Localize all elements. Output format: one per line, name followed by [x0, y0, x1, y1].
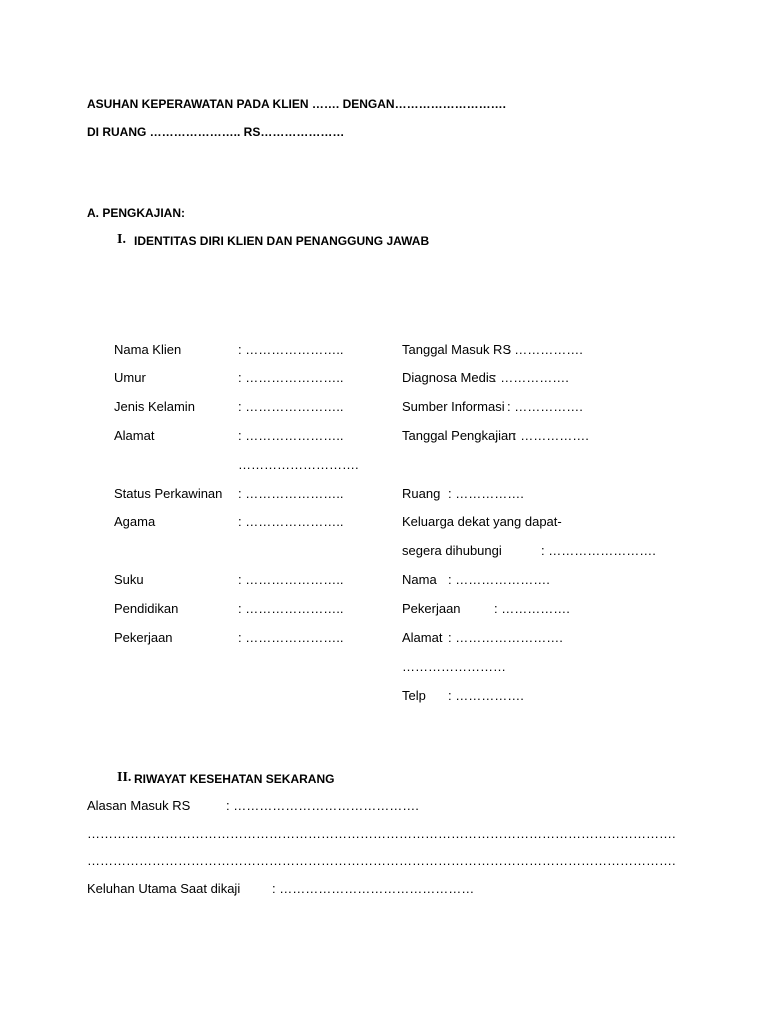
section-ii-numeral: II.	[117, 770, 132, 785]
section-ii-title: RIWAYAT KESEHATAN SEKARANG	[134, 772, 335, 786]
section-i-numeral: I.	[117, 232, 126, 247]
field-tanggal-masuk-label: Tanggal Masuk RS	[402, 342, 512, 357]
field-pendidikan-label: Pendidikan	[114, 601, 179, 616]
field-agama-value: : …………………..	[238, 514, 344, 529]
field-diagnosa-medis-label: Diagnosa Medis	[402, 370, 496, 385]
alasan-masuk-label: Alasan Masuk RS	[87, 798, 191, 813]
field-alamat-continuation: ……………………….	[238, 457, 359, 472]
alasan-masuk-value: : …………………………………….	[226, 798, 419, 813]
field-sumber-informasi-value: : …………….	[507, 399, 583, 414]
field-alamat-keluarga-continuation: ……………………	[402, 659, 506, 674]
alasan-dotline-1: ……………………………………………………………………………………………………………………….	[87, 826, 676, 841]
field-diagnosa-medis-value: : …………….	[493, 370, 569, 385]
field-tanggal-pengkajian-value: : …………….	[513, 428, 589, 443]
field-nama-keluarga-label: Nama	[402, 572, 437, 587]
header-ruang: DI RUANG ………………….. RS…………………	[87, 125, 345, 139]
field-telp-label: Telp	[402, 688, 426, 703]
field-jenis-kelamin-value: : …………………..	[238, 399, 344, 414]
field-nama-keluarga-value: : ………………….	[448, 572, 550, 587]
field-tanggal-masuk-value: : …………….	[507, 342, 583, 357]
field-segera-dihubungi-label: segera dihubungi	[402, 543, 502, 558]
keluhan-utama-label: Keluhan Utama Saat dikaji	[87, 881, 241, 896]
field-pendidikan-value: : …………………..	[238, 601, 344, 616]
field-status-perkawinan-label: Status Perkawinan	[114, 486, 223, 501]
field-agama-label: Agama	[114, 514, 156, 529]
field-alamat-keluarga-value: : …………………….	[448, 630, 563, 645]
field-telp-value: : …………….	[448, 688, 524, 703]
field-sumber-informasi-label: Sumber Informasi	[402, 399, 505, 414]
keluhan-utama-value: : ………………………………………	[272, 881, 475, 896]
field-pekerjaan-value: : …………………..	[238, 630, 344, 645]
field-pekerjaan-keluarga-value: : …………….	[494, 601, 570, 616]
field-ruang-value: : …………….	[448, 486, 524, 501]
field-jenis-kelamin-label: Jenis Kelamin	[114, 399, 195, 414]
field-suku-label: Suku	[114, 572, 144, 587]
field-umur-value: : …………………..	[238, 370, 344, 385]
field-umur-label: Umur	[114, 370, 146, 385]
alasan-dotline-2: ……………………………………………………………………………………………………………………….	[87, 853, 676, 868]
field-tanggal-pengkajian-label: Tanggal Pengkajian	[402, 428, 516, 443]
section-i-title: IDENTITAS DIRI KLIEN DAN PENANGGUNG JAWAB	[134, 234, 430, 248]
section-a-title: A. PENGKAJIAN:	[87, 206, 186, 220]
field-status-perkawinan-value: : …………………..	[238, 486, 344, 501]
field-nama-klien-value: : …………………..	[238, 342, 344, 357]
field-pekerjaan-label: Pekerjaan	[114, 630, 173, 645]
field-segera-dihubungi-value: : …………………….	[541, 543, 656, 558]
header-title: ASUHAN KEPERAWATAN PADA KLIEN ……. DENGAN……………………….	[87, 97, 506, 111]
field-keluarga-dekat-label: Keluarga dekat yang dapat-	[402, 514, 562, 529]
field-suku-value: : …………………..	[238, 572, 344, 587]
field-pekerjaan-keluarga-label: Pekerjaan	[402, 601, 461, 616]
field-alamat-keluarga-label: Alamat	[402, 630, 443, 645]
field-nama-klien-label: Nama Klien	[114, 342, 182, 357]
field-alamat-value: : …………………..	[238, 428, 344, 443]
field-alamat-label: Alamat	[114, 428, 155, 443]
field-ruang-label: Ruang	[402, 486, 441, 501]
